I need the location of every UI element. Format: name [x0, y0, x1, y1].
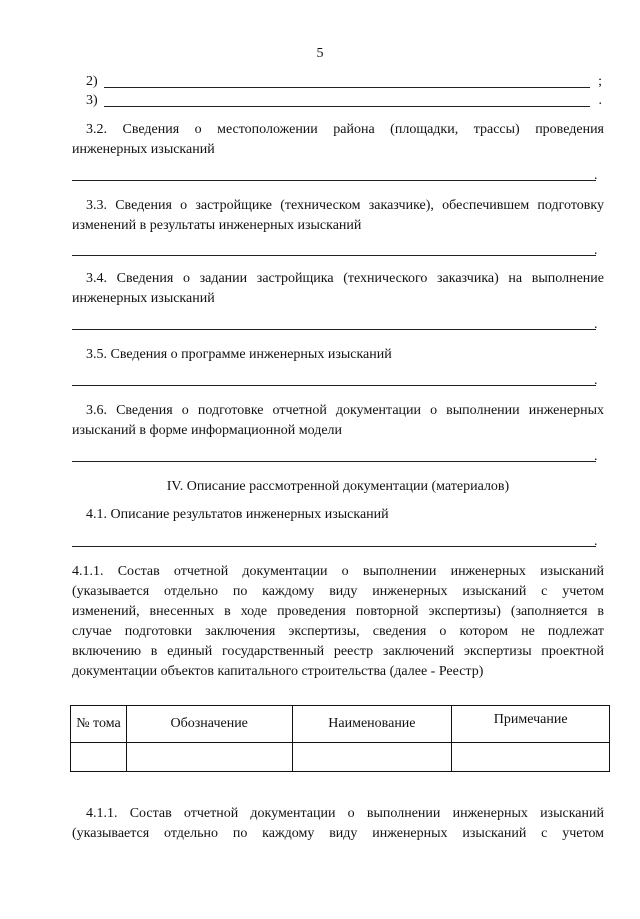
list-item-number: 2): [86, 74, 98, 89]
fill-in-line[interactable]: [104, 87, 590, 88]
section-3-4-line2: инженерных изысканий: [72, 291, 215, 306]
section-3-3-line2: изменений в результаты инженерных изысканий: [72, 218, 362, 233]
section-3-3-line1: 3.3. Сведения о застройщике (техническом заказчике), обеспечившем подготовку: [86, 198, 604, 213]
section-4-1-1-line4: случае подготовки заключения экспертизы, сведения о котором не подлежат: [72, 624, 604, 639]
section-3-4-fill-line[interactable]: [72, 329, 596, 330]
section-3-6-fill-line[interactable]: [72, 461, 596, 462]
section-4-heading: IV. Описание рассмотренной документации (материалов): [166, 479, 510, 494]
section-4-1-line1: 4.1. Описание результатов инженерных изысканий: [86, 507, 389, 522]
column-header-designation: Обозначение: [126, 706, 292, 743]
section-4-1-1-line3: изменений, внесенных в ходе проведения повторной экспертизы) (заполняется в: [72, 604, 604, 619]
list-item-end-mark: .: [598, 93, 602, 108]
list-item-2[interactable]: [86, 72, 602, 92]
table-cell[interactable]: [452, 743, 610, 772]
fill-line-end-mark: .: [594, 243, 598, 258]
section-4-1-1-line1: 4.1.1. Состав отчетной документации о выполнении инженерных изысканий: [72, 564, 604, 579]
fill-line-end-mark: .: [594, 449, 598, 464]
fill-line-end-mark: .: [594, 373, 598, 388]
section-4-1-1-repeat-line2: (указывается отдельно по каждому виду инженерных изысканий с учетом: [72, 826, 604, 841]
table-cell[interactable]: [126, 743, 292, 772]
page-number: 5: [316, 46, 324, 61]
fill-line-end-mark: .: [594, 168, 598, 183]
section-3-5-line1: 3.5. Сведения о программе инженерных изысканий: [86, 347, 392, 362]
list-item-number: 3): [86, 93, 98, 108]
documents-table: [70, 705, 610, 772]
section-3-2-line2: инженерных изысканий: [72, 142, 215, 157]
section-3-2-line1: 3.2. Сведения о местоположении района (площадки, трассы) проведения: [86, 122, 604, 137]
section-4-1-1-line6: документации объектов капитального строительства (далее - Реестр): [72, 664, 484, 679]
fill-line-end-mark: .: [594, 317, 598, 332]
table-header-row: [71, 706, 610, 743]
section-3-2-fill-line[interactable]: [72, 180, 596, 181]
list-item-end-mark: ;: [598, 74, 602, 89]
column-header-name: Наименование: [292, 706, 452, 743]
fill-in-line[interactable]: [104, 106, 590, 107]
list-item-3[interactable]: [86, 91, 602, 111]
column-header-volume: № тома: [71, 706, 127, 743]
section-4-1-fill-line[interactable]: [72, 546, 596, 547]
section-3-3-fill-line[interactable]: [72, 255, 596, 256]
section-3-6-line1: 3.6. Сведения о подготовке отчетной документации о выполнении инженерных: [86, 403, 604, 418]
section-3-5-fill-line[interactable]: [72, 385, 596, 386]
section-3-4-line1: 3.4. Сведения о задании застройщика (технического заказчика) на выполнение: [86, 271, 604, 286]
section-3-6-line2: изысканий в форме информационной модели: [72, 423, 343, 438]
table-cell[interactable]: [292, 743, 452, 772]
section-4-1-1-line5: включению в единый государственный реестр заключений экспертизы проектной: [72, 644, 604, 659]
fill-line-end-mark: .: [594, 534, 598, 549]
table-row: [71, 743, 610, 772]
table-cell[interactable]: [71, 743, 127, 772]
section-4-1-1-line2: (указывается отдельно по каждому виду инженерных изысканий с учетом: [72, 584, 604, 599]
column-header-note: Примечание: [452, 706, 610, 743]
section-4-1-1-repeat-line1: 4.1.1. Состав отчетной документации о выполнении инженерных изысканий: [86, 806, 604, 821]
